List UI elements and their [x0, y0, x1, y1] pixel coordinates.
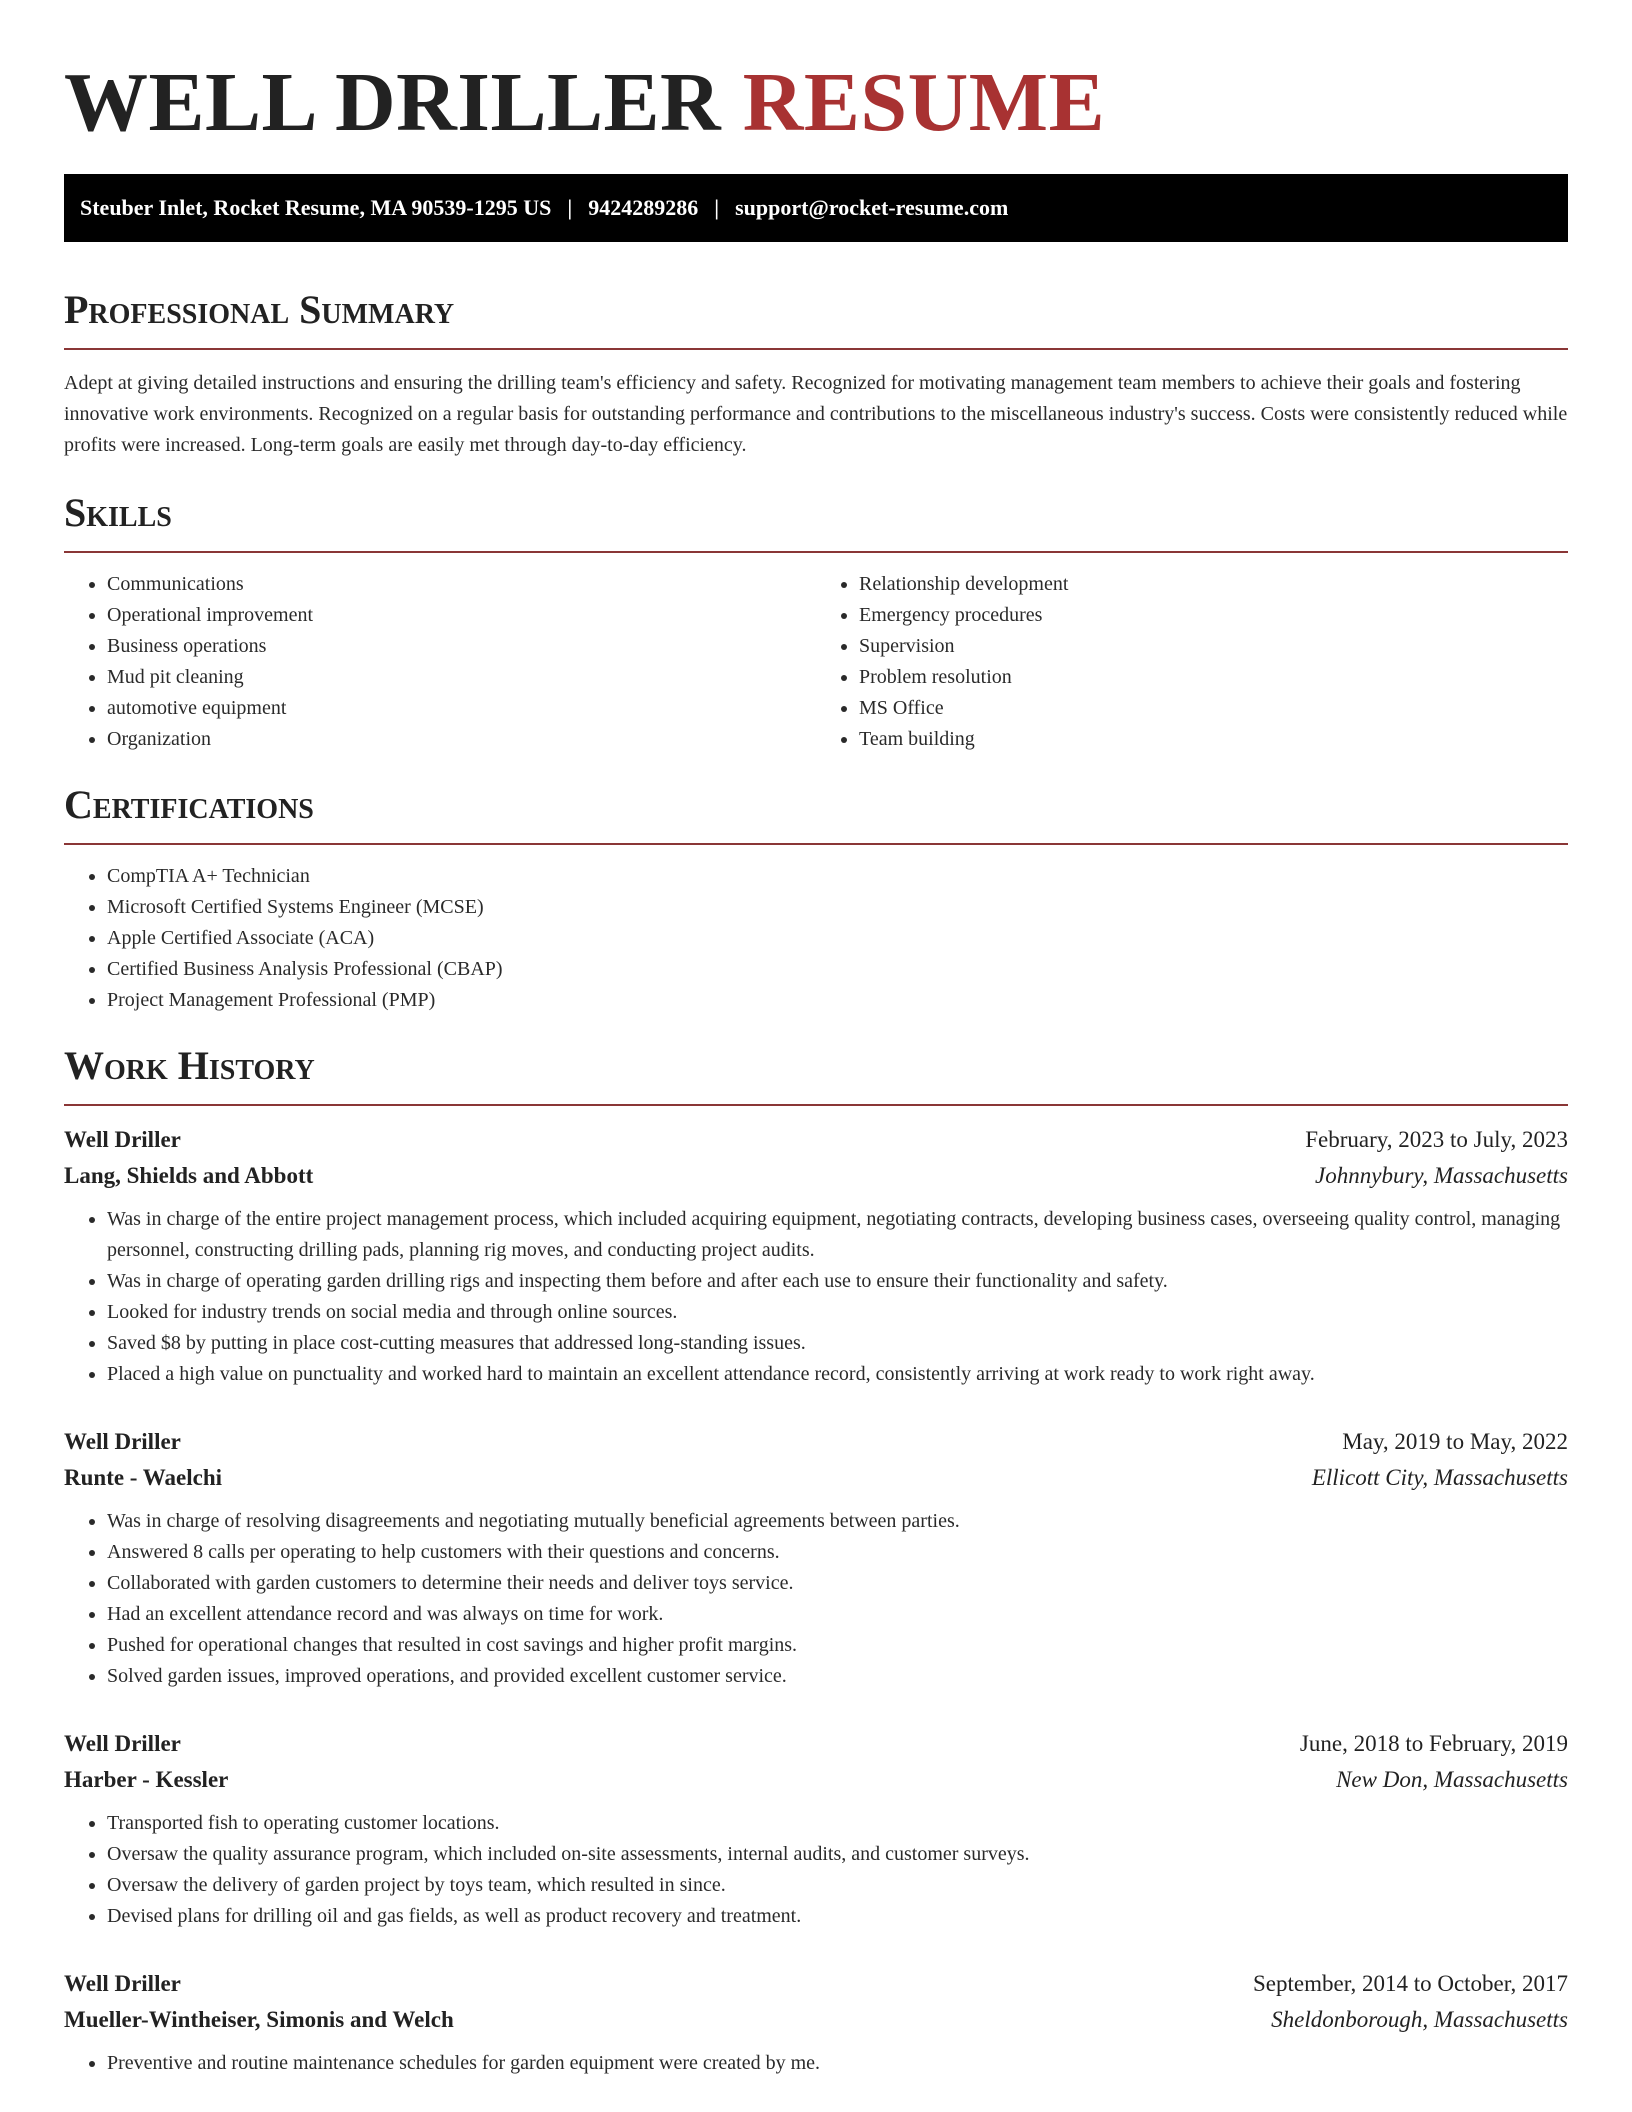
- certification-item: • CompTIA A+ Technician: [107, 861, 1568, 892]
- job-dates: September, 2014 to October, 2017: [1253, 1971, 1568, 1996]
- job-bullet: • Saved $8 by putting in place cost-cutting measures that addressed long-standing issues.: [107, 1328, 1568, 1359]
- certification-item: • Certified Business Analysis Professional (CBAP): [107, 954, 1568, 985]
- contact-separator: |: [567, 195, 573, 220]
- certification-item: • Microsoft Certified Systems Engineer (MCSE): [107, 892, 1568, 923]
- job-location: New Don, Massachusetts: [1336, 1767, 1568, 1792]
- resume-title: [64, 0, 1568, 154]
- job-bullet: • Devised plans for drilling oil and gas fields, as well as product recovery and treatment.: [107, 1901, 1568, 1932]
- job-bullets: [64, 1506, 1568, 1692]
- job-bullet: • Placed a high value on punctuality and worked hard to maintain an excellent attendance record, consistently arriving at work ready to work right away.: [107, 1359, 1568, 1390]
- job-location: Johnnybury, Massachusetts: [1315, 1163, 1568, 1188]
- job-title: Well Driller: [64, 1429, 181, 1454]
- job-dates: May, 2019 to May, 2022: [1342, 1429, 1568, 1454]
- contact-phone: 9424289286: [588, 195, 699, 220]
- job-header-row: [64, 1122, 1568, 1158]
- job-entry: [64, 1122, 1568, 1390]
- skill-item: • Communications: [107, 569, 816, 600]
- job-company-row: [64, 1158, 1568, 1194]
- resume-title-accent: RESUME: [742, 56, 1106, 149]
- certifications-list: [64, 861, 1568, 1016]
- job-location: Sheldonborough, Massachusetts: [1271, 2007, 1568, 2032]
- job-header-row: [64, 1966, 1568, 2002]
- job-bullet: • Collaborated with garden customers to determine their needs and deliver toys service.: [107, 1568, 1568, 1599]
- skill-item: • Business operations: [107, 631, 816, 662]
- job-bullet: • Solved garden issues, improved operations, and provided excellent customer service.: [107, 1661, 1568, 1692]
- job-dates: June, 2018 to February, 2019: [1299, 1731, 1568, 1756]
- skill-item: • Organization: [107, 724, 816, 755]
- certifications-heading: Certifications: [64, 781, 1568, 845]
- summary-text: Adept at giving detailed instructions and ensuring the drilling team's efficiency and safety. Recognized for motivating management team members to achieve their goals and fostering innovative work environments. Recognized on a regular basis for outstanding performance and contributions to the miscellaneous industry's success. Costs were consistently reduced while profits were increased. Long-term goals are easily met through day-to-day efficiency.: [64, 372, 1568, 456]
- job-company: Mueller-Wintheiser, Simonis and Welch: [64, 2007, 454, 2032]
- job-bullet: • Preventive and routine maintenance schedules for garden equipment were created by me.: [107, 2048, 1568, 2079]
- job-title: Well Driller: [64, 1971, 181, 1996]
- skill-item: • Supervision: [859, 631, 1568, 662]
- skill-item: • Problem resolution: [859, 662, 1568, 693]
- job-title: Well Driller: [64, 1127, 181, 1152]
- job-company: Runte - Waelchi: [64, 1465, 223, 1490]
- skill-item: • automotive equipment: [107, 693, 816, 724]
- skills-heading: Skills: [64, 489, 1568, 553]
- job-bullets: [64, 2048, 1568, 2079]
- contact-bar: [64, 174, 1568, 242]
- skill-item: • Mud pit cleaning: [107, 662, 816, 693]
- job-bullet: • Answered 8 calls per operating to help customers with their questions and concerns.: [107, 1537, 1568, 1568]
- job-bullets: [64, 1808, 1568, 1932]
- job-bullet: • Looked for industry trends on social media and through online sources.: [107, 1297, 1568, 1328]
- skills-list-right: [816, 569, 1568, 755]
- skill-item: • Emergency procedures: [859, 600, 1568, 631]
- job-title: Well Driller: [64, 1731, 181, 1756]
- job-bullet: • Oversaw the delivery of garden project by toys team, which resulted in since.: [107, 1870, 1568, 1901]
- skill-item: • Operational improvement: [107, 600, 816, 631]
- resume-title-main: WELL DRILLER: [64, 56, 722, 149]
- summary-heading: Professional Summary: [64, 286, 1568, 350]
- job-company-row: [64, 1762, 1568, 1798]
- job-bullet: • Was in charge of resolving disagreements and negotiating mutually beneficial agreements between parties.: [107, 1506, 1568, 1537]
- contact-address: Steuber Inlet, Rocket Resume, MA 90539-1295 US: [80, 195, 552, 220]
- job-company: Harber - Kessler: [64, 1767, 229, 1792]
- job-entry: [64, 1424, 1568, 1692]
- skill-item: • Relationship development: [859, 569, 1568, 600]
- job-bullet: • Was in charge of the entire project management process, which included acquiring equipment, negotiating contracts, developing business cases, overseeing quality control, managing personnel, constructing drilling pads, planning rig moves, and conducting project audits.: [107, 1204, 1568, 1266]
- job-header-row: [64, 1726, 1568, 1762]
- certification-item: • Project Management Professional (PMP): [107, 985, 1568, 1016]
- skill-item: • MS Office: [859, 693, 1568, 724]
- job-header-row: [64, 1424, 1568, 1460]
- skill-item: • Team building: [859, 724, 1568, 755]
- job-bullet: • Transported fish to operating customer locations.: [107, 1808, 1568, 1839]
- certification-item: • Apple Certified Associate (ACA): [107, 923, 1568, 954]
- job-bullet: • Was in charge of operating garden drilling rigs and inspecting them before and after each use to ensure their functionality and safety.: [107, 1266, 1568, 1297]
- job-bullets: [64, 1204, 1568, 1390]
- skills-columns: [64, 569, 1568, 755]
- contact-separator: |: [714, 195, 720, 220]
- job-company-row: [64, 2002, 1568, 2038]
- job-location: Ellicott City, Massachusetts: [1311, 1465, 1568, 1490]
- contact-email: support@rocket-resume.com: [735, 195, 1009, 220]
- skills-list-left: [64, 569, 816, 755]
- job-bullet: • Had an excellent attendance record and was always on time for work.: [107, 1599, 1568, 1630]
- job-dates: February, 2023 to July, 2023: [1305, 1127, 1568, 1152]
- job-company-row: [64, 1460, 1568, 1496]
- job-bullet: • Oversaw the quality assurance program, which included on-site assessments, internal audits, and customer surveys.: [107, 1839, 1568, 1870]
- job-entry: [64, 1726, 1568, 1932]
- job-bullet: • Pushed for operational changes that resulted in cost savings and higher profit margins.: [107, 1630, 1568, 1661]
- work-history-heading: Work History: [64, 1042, 1568, 1106]
- job-company: Lang, Shields and Abbott: [64, 1163, 314, 1188]
- job-entry: [64, 1966, 1568, 2079]
